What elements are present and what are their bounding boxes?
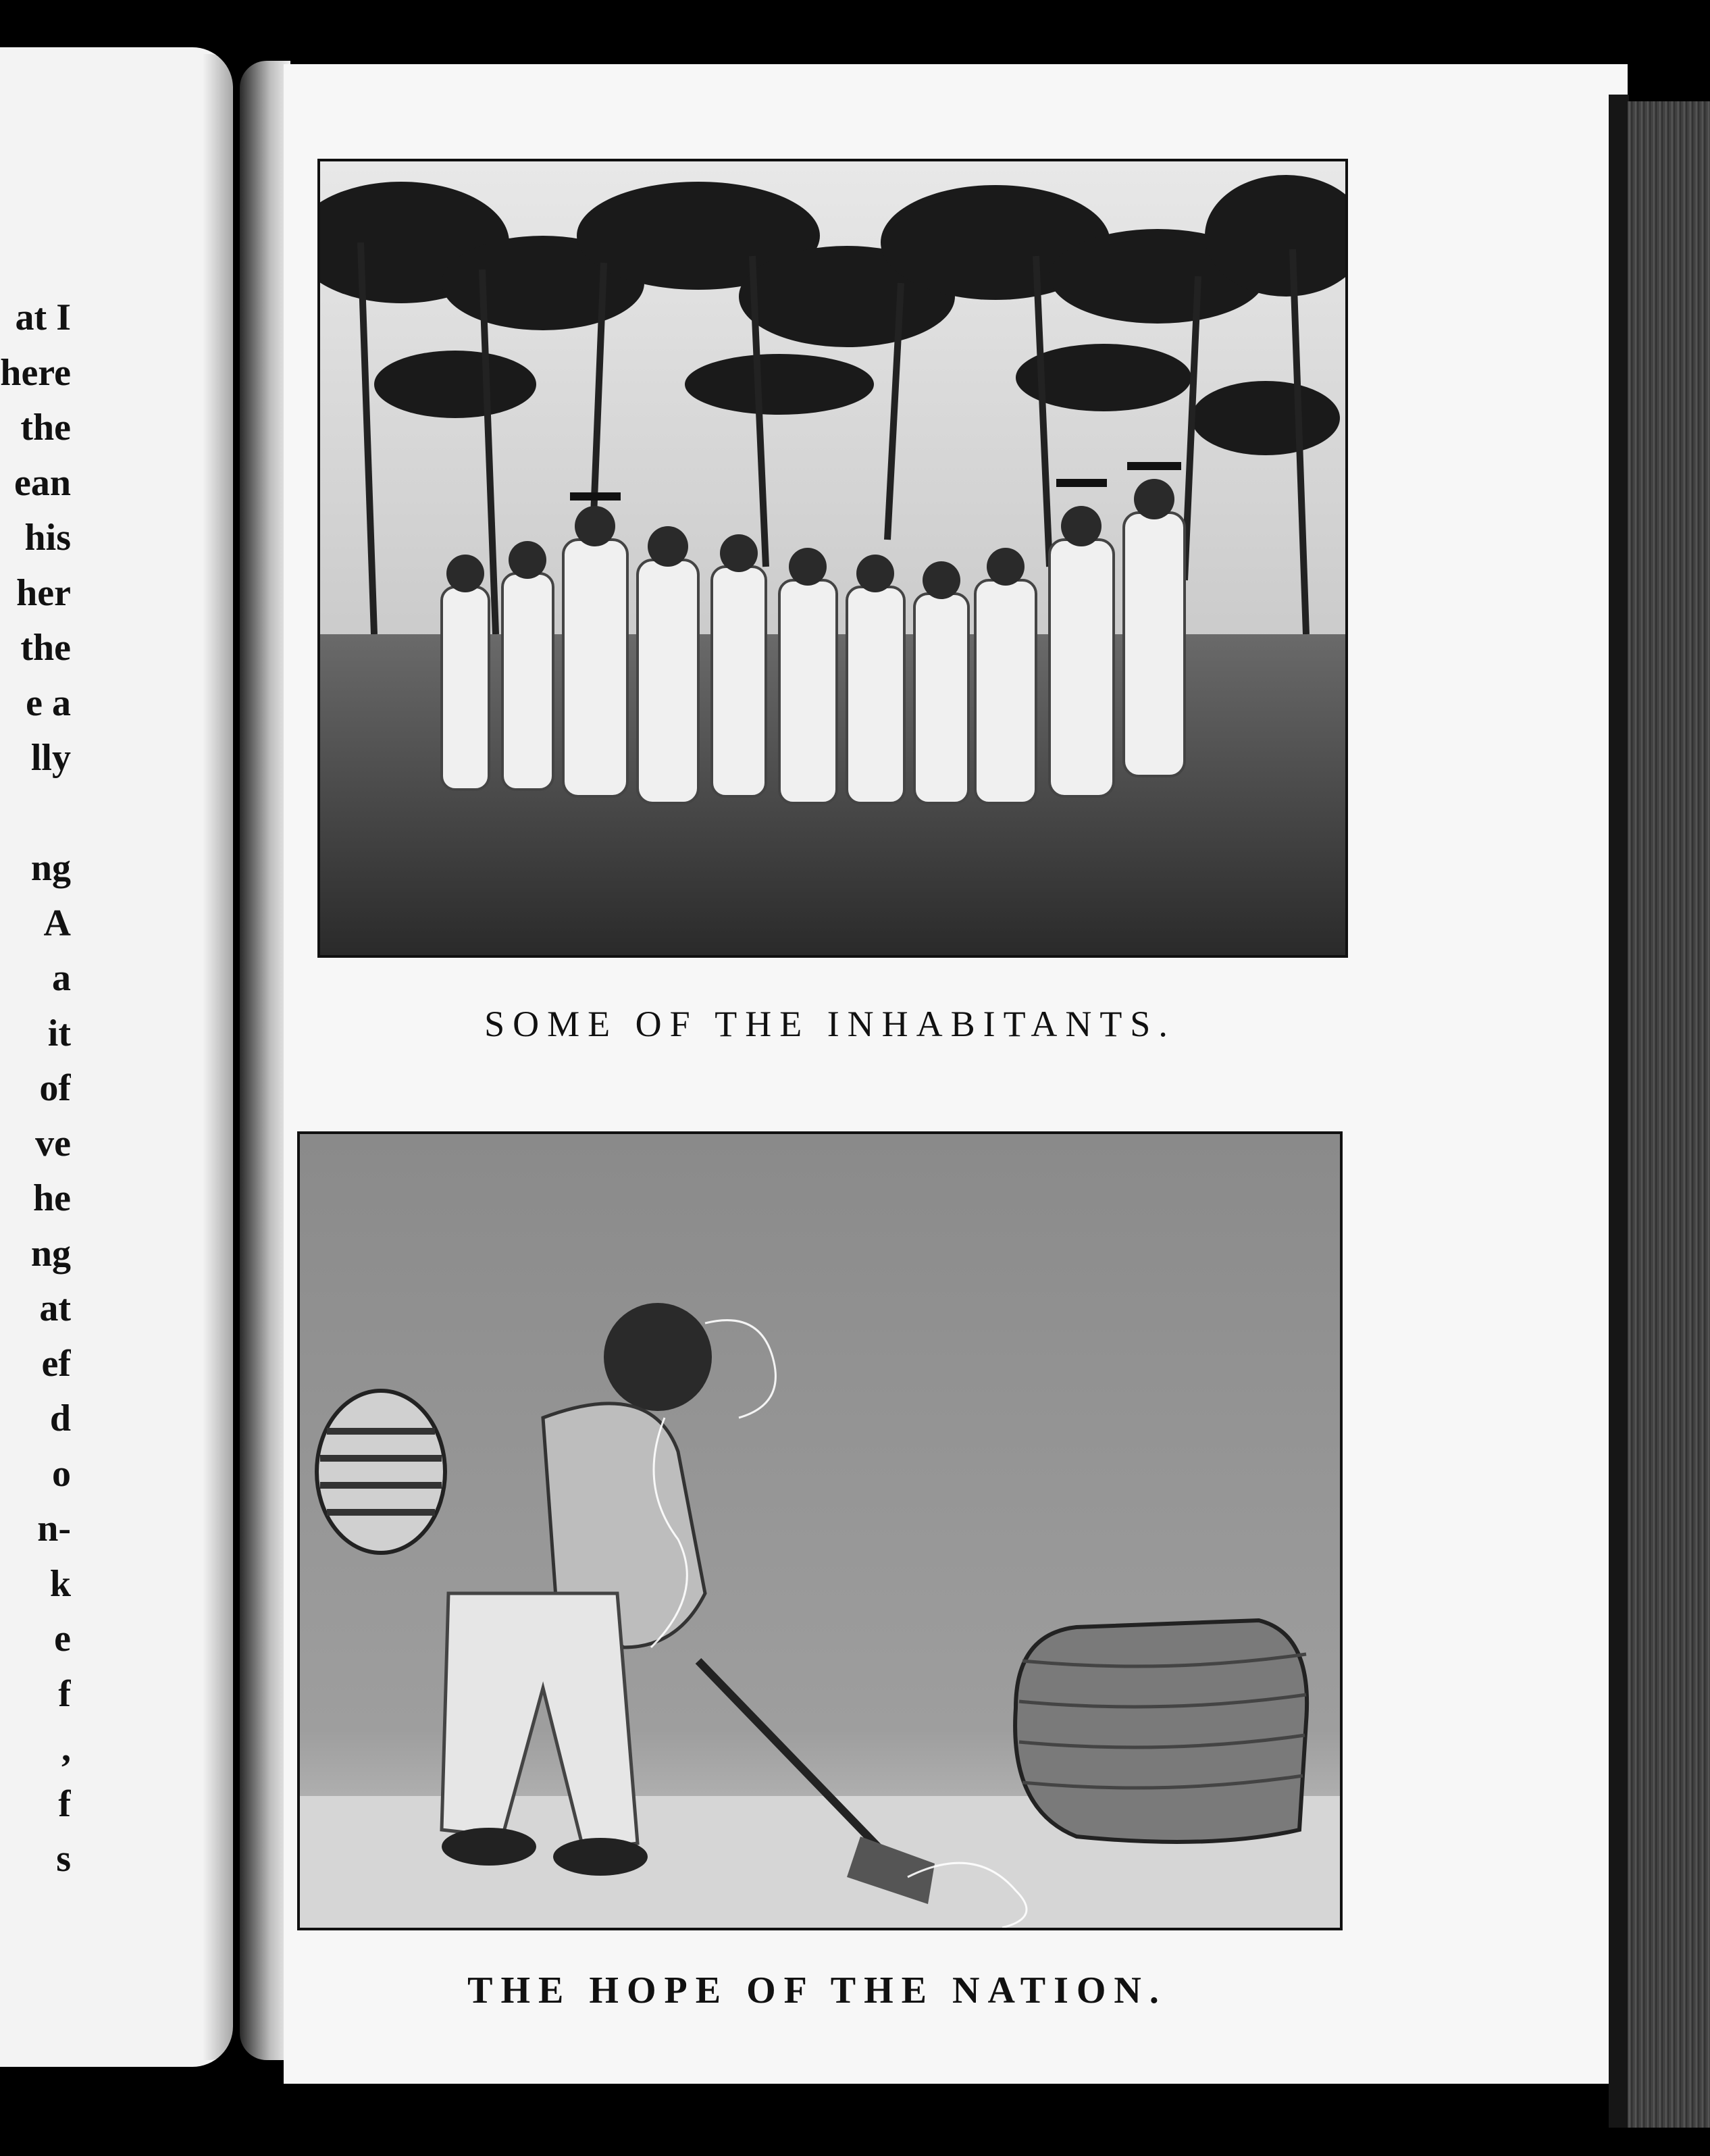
left-page-line: s [56,1838,71,1880]
photo-child-sweeping [297,1131,1343,1930]
left-page-line: the [20,407,71,448]
left-page-line: the [20,627,71,669]
left-page-text [0,290,71,1887]
photo-inhabitants [317,159,1348,958]
photo-child-sweeping-image [300,1134,1340,1928]
left-page-line: he [33,1177,71,1219]
left-page-line: it [47,1012,71,1054]
caption-hope-of-nation: THE HOPE OF THE NATION. [467,1970,1167,2011]
left-page-line: ng [30,1232,71,1275]
left-page-line: e a [26,682,71,724]
paragraph-gap [0,786,71,842]
left-page-line: lly [30,737,71,779]
left-page-line: n- [37,1508,71,1549]
left-page-line: f [58,1672,71,1715]
left-page-line: of [39,1067,71,1109]
photo-inhabitants-image [320,161,1345,955]
left-page-line: A [43,902,71,944]
left-page-line: k [49,1562,71,1605]
left-page-line: ve [35,1122,71,1164]
book-page-edges [1628,101,1710,2128]
book-gutter [240,61,290,2060]
left-page-line: a [52,957,71,999]
left-page-line: here [0,351,71,394]
left-page-line: ean [14,461,71,504]
left-page-line: f [58,1782,71,1825]
caption-inhabitants: SOME OF THE INHABITANTS. [484,1004,1176,1044]
left-page-line: at I [15,297,71,338]
left-page-line: , [61,1728,71,1770]
left-page-line: her [16,571,71,614]
book-spine-edge [1609,95,1629,2128]
left-page-line: o [52,1452,71,1495]
left-page-line: e [54,1618,71,1660]
left-page-shadow [203,54,236,2060]
left-page-line: d [49,1397,71,1439]
left-page-line: his [24,517,71,559]
left-page-line: ef [41,1342,71,1385]
left-page-line: at [39,1287,71,1329]
left-page-line: ng [30,847,71,889]
